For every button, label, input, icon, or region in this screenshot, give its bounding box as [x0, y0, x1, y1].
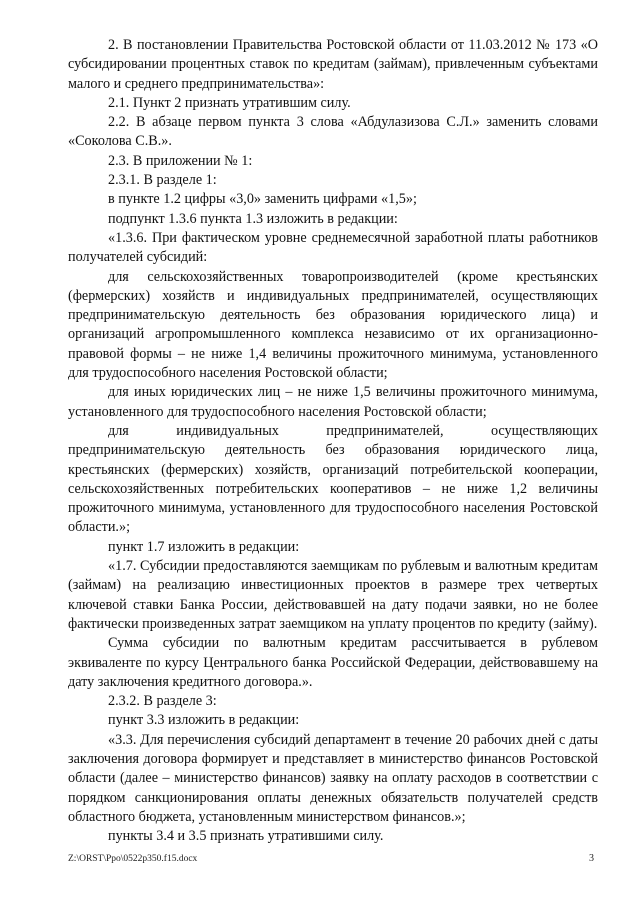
paragraph-2-2: 2.2. В абзаце первом пункта 3 слова «Абдулазизова С.Л.» заменить словами «Соколова С.В.». [68, 114, 598, 150]
paragraph-agri-producers: для сельскохозяйственных товаропроизводителей (кроме крестьянских (фермерских) хозяйств и индивидуальных предпринимателей, осуществляющих предпринимательскую деятельность без образования юридического лица) и организаций агропромышленного комплекса независимо от их организационно-правовой формы – не ниже 1,4 величины прожиточного минимума, установленного для трудоспособного населения Ростовской области; [68, 268, 598, 382]
paragraph-1-7: «1.7. Субсидии предоставляются заемщикам по рублевым и валютным кредитам (займам) на реализацию инвестиционных проектов в размере трех четвертых ключевой ставки Банка России, действовавшей на дату подачи заявки, но не более фактически произведенных затрат заемщиком на уплату процентов по кредиту (займу). [68, 558, 598, 632]
paragraph-2-3-2: 2.3.2. В разделе 3: [108, 693, 217, 710]
paragraph-1-3-6: «1.3.6. При фактическом уровне среднемесячной заработной платы работников получателей субсидий: [68, 229, 598, 266]
paragraph-3-3: «3.3. Для перечисления субсидий департамент в течение 20 рабочих дней с даты заключения договора формирует и представляет в министерство финансов Ростовской области (далее – министерство финансов) заявку на оплату расходов в соответствии с порядком санкционирования оплаты денежных обязательств получателей средств областного бюджета, установленным министерством финансов.»; [68, 731, 598, 825]
paragraph-currency-subsidy: Сумма субсидии по валютным кредитам рассчитывается в рублевом эквиваленте по курсу Центрального банка Российской Федерации, действовавшему на дату заключения кредитного договора.». [68, 635, 598, 690]
page-number: 3 [589, 853, 594, 864]
paragraph-2-3: 2.3. В приложении № 1: [108, 152, 253, 169]
paragraph-point-1-7-intro: пункт 1.7 изложить в редакции: [108, 538, 300, 555]
paragraph-other-legal-entities: для иных юридических лиц – не ниже 1,5 величины прожиточного минимума, установленного для трудоспособного населения Ростовской области; [68, 384, 598, 420]
paragraph-individual-entrepreneurs: для индивидуальных предпринимателей, осуществляющих предпринимательскую деятельность без образования юридического лица, крестьянских (фермерских) хозяйств, организаций потребительской кооперации, сельскохозяйственных потребительских кооперативов – не ниже 1,2 величины прожиточного минимума, установленного для трудоспособного населения Ростовской области.»; [68, 422, 598, 536]
paragraph-point-3-3-intro: пункт 3.3 изложить в редакции: [108, 712, 300, 729]
paragraph-2-3-1: 2.3.1. В разделе 1: [108, 172, 217, 189]
paragraph-subpoint-1-3-6-intro: подпункт 1.3.6 пункта 1.3 изложить в редакции: [108, 210, 398, 227]
footer-file-path: Z:\ORST\Ppo\0522p350.f15.docx [68, 854, 198, 864]
paragraph-points-3-4-3-5: пункты 3.4 и 3.5 признать утратившими силу. [108, 828, 384, 845]
paragraph-point-1-2: в пункте 1.2 цифры «3,0» заменить цифрами «1,5»; [108, 191, 417, 208]
paragraph-2-1: 2.1. Пункт 2 признать утратившим силу. [108, 94, 351, 111]
document-body [68, 36, 598, 846]
paragraph-2: 2. В постановлении Правительства Ростовской области от 11.03.2012 № 173 «О субсидировании процентных ставок по кредитам (займам), привлеченным субъектами малого и среднего предпринимательства»: [68, 37, 598, 92]
